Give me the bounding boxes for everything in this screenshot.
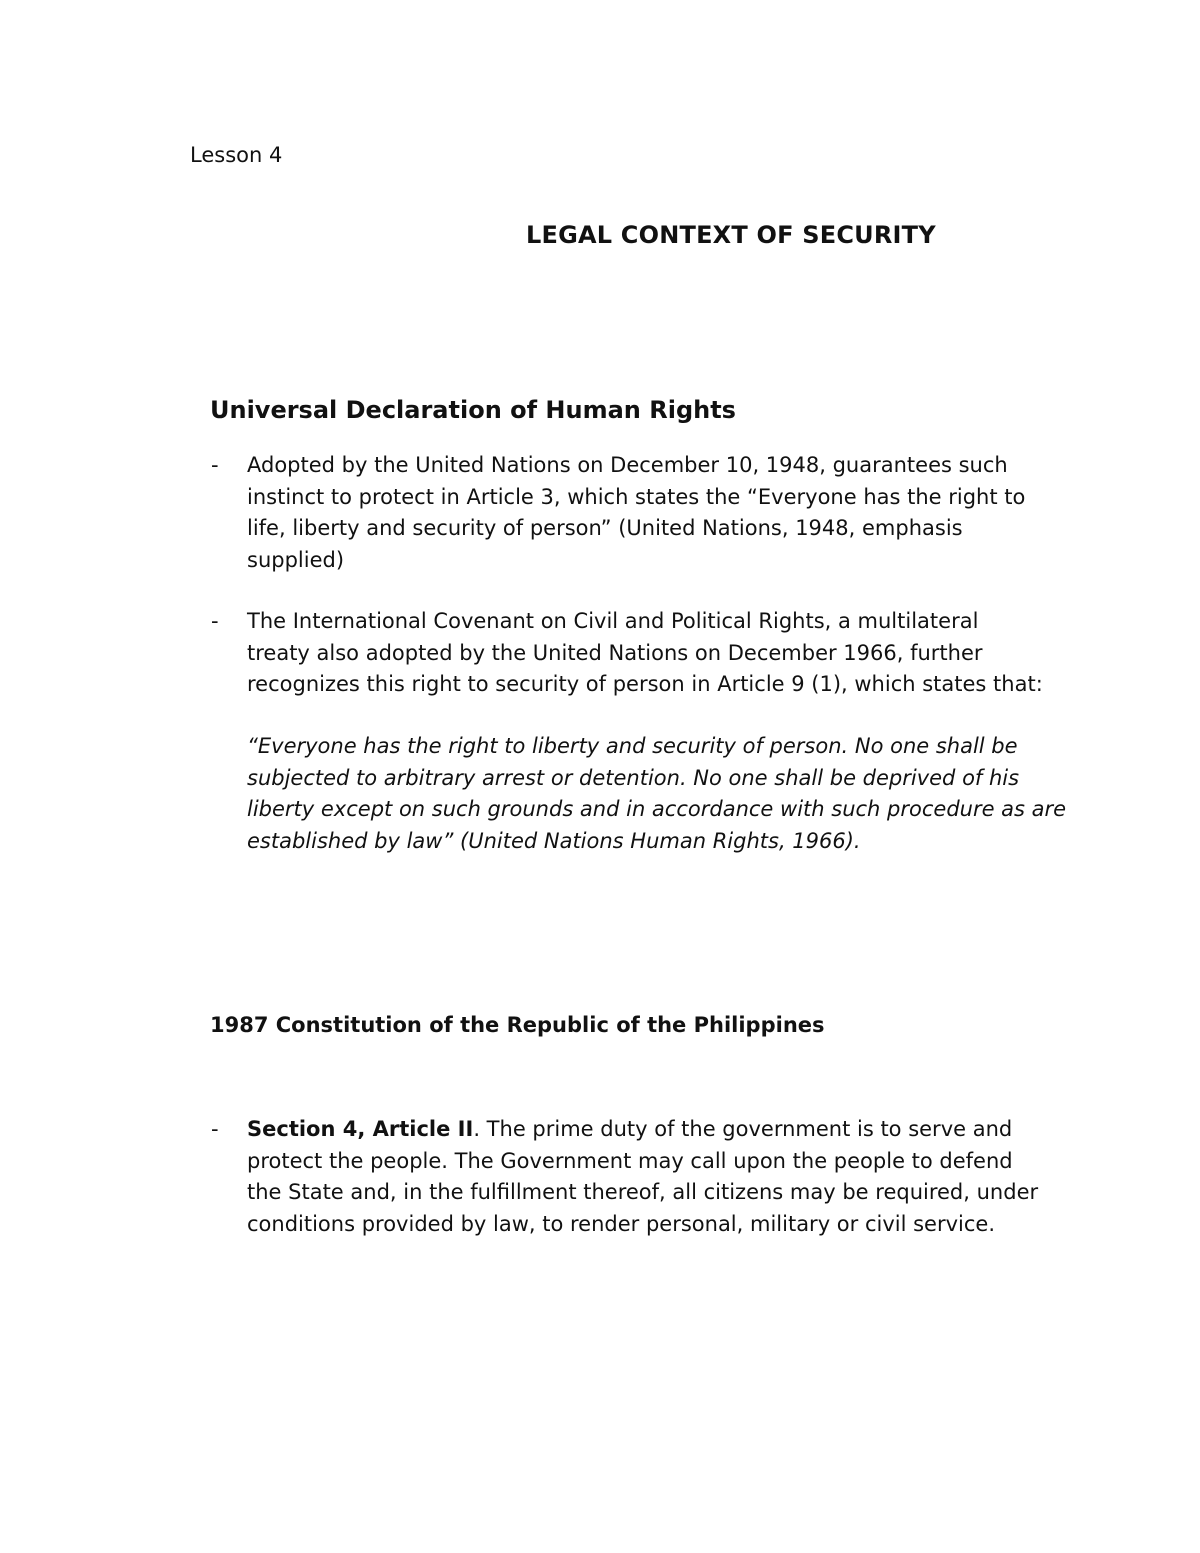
article-9-quote: “Everyone has the right to liberty and security of person. No one shall be subjected to arbitrary arrest or detention. No one shall be deprived of his liberty except on such grounds and in accordance with such procedure as are established by law” (United Nations Human Rights, 1966).: [247, 734, 1067, 853]
bullet-text: [247, 1114, 1047, 1240]
bullet-dash: -: [211, 1117, 219, 1141]
bullet-text: The International Covenant on Civil and Political Rights, a multilateral treaty also adopted by the United Nations on December 1966, further recognizes this right to security of person in Article 9 (1), which states that:: [247, 609, 1043, 696]
section-heading-udhr: Universal Declaration of Human Rights: [210, 396, 736, 424]
bullet-udhr-adoption: [211, 450, 1031, 580]
bullet-bold-lead: Section 4, Article II: [247, 1117, 474, 1141]
bullet-text: Adopted by the United Nations on December 10, 1948, guarantees such instinct to protect in Article 3, which states the “Everyone has the right to life, liberty and security of person” (United Nations, 1948, emphasis supplied): [247, 453, 1026, 572]
section-heading-constitution: 1987 Constitution of the Republic of the Philippines: [210, 1013, 825, 1037]
bullet-section-4-article-2: [211, 1114, 1039, 1274]
bullet-iccpr: [211, 606, 1043, 706]
bullet-body: . The prime duty of the government is to serve and protect the people. The Government may call upon the people to defend the State and, in the fulfillment thereof, all citizens may be required, under conditions provided by law, to render personal, military or civil service.: [247, 1117, 1039, 1236]
lesson-label: Lesson 4: [190, 143, 283, 167]
bullet-dash: -: [211, 609, 219, 633]
bullet-dash: -: [211, 453, 219, 477]
document-title: LEGAL CONTEXT OF SECURITY: [526, 221, 936, 249]
